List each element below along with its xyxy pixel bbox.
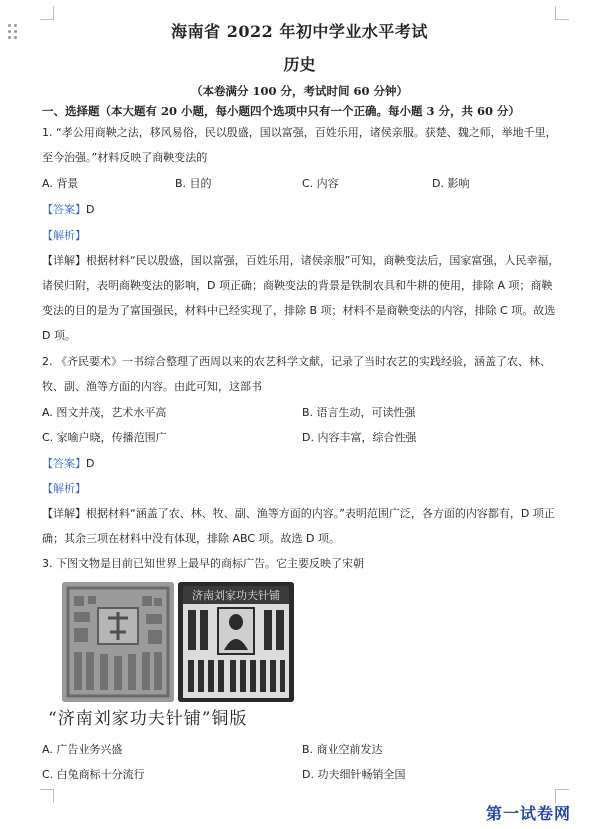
q1-option-c: C. 内容 [302,177,339,190]
analysis-label: 【解析】 [42,482,86,495]
q2-detail-line: 【详解】根据材料“涵盖了农、林、牧、副、渔等方面的内容。”表明范围广泛，各方面的内容都有，D 项正 [42,507,555,520]
q3-stem: 3. 下图文物是目前已知世界上最早的商标广告。它主要反映了宋朝 [42,557,364,570]
q2-answer-value: D [86,457,95,470]
q2-detail-line: 确；其余三项在材料中没有体现，排除 ABC 项。故选 D 项。 [42,532,341,545]
answer-label: 【答案】 [42,457,86,470]
exam-subject: 历史 [283,55,316,74]
q2-answer [42,457,94,471]
q1-stem-line: 至今治强。”材料反映了商鞅变法的 [42,151,208,164]
q2-option-d: D. 内容丰富，综合性强 [302,431,417,444]
section-heading: 一、选择题（本大题有 20 小题，每小题四个选项中只有一个正确。每小题 3 分，共 60 分） [42,104,521,118]
q1-answer-value: D [86,203,95,216]
q2-option-b: B. 语言生动，可读性强 [302,406,416,419]
q2-option-c: C. 家喻户晓，传播范围广 [42,431,167,444]
answer-label: 【答案】 [42,203,86,216]
q1-stem-line: 1. “孝公用商鞅之法，移风易俗，民以殷盛，国以富强，百姓乐用，诸侯亲服。获楚、魏之师，举地千里， [42,126,557,139]
q2-option-a: A. 图文并茂，艺术水平高 [42,406,167,419]
bronze-plate-rubbing-image [62,582,174,702]
analysis-label: 【解析】 [42,229,86,242]
q2-stem-line: 牧、副、渔等方面的内容。由此可知，这部书 [42,380,262,393]
q1-detail-line: 【详解】根据材料“民以殷盛，国以富强，百姓乐用，诸侯亲服”可知，商鞅变法后，国家富强，人民幸福， [42,254,560,267]
exam-info: （本卷满分 100 分，考试时间 60 分钟） [190,84,409,98]
site-watermark: 第一试卷网 [486,804,572,823]
q3-option-c: C. 白兔商标十分流行 [42,768,145,781]
plate-title: 济南刘家功夫针铺 [192,589,280,602]
bronze-plate-print-image [178,582,294,702]
page-corner-mark [40,789,54,803]
image-caption: “济南刘家功夫针铺”铜版 [48,709,248,729]
q1-detail-line: 变法的目的是为了富国强民，材料中已经实现了，排除 B 项；材料不是商鞅变法的内容，排除 C 项。故选 [42,304,556,317]
exam-title: 海南省 2022 年初中学业水平考试 [171,22,428,41]
q1-detail-line: 诸侯归附，表明商鞅变法的影响，D 项正确；商鞅变法的背景是铁制农具和牛耕的使用，排除 A 项；商鞅 [42,279,553,292]
page-corner-mark [40,6,54,20]
q3-option-a: A. 广告业务兴盛 [42,743,123,756]
q3-option-d: D. 功夫细针畅销全国 [302,768,406,781]
q1-answer [42,203,94,217]
q1-detail-line: D 项。 [42,329,76,342]
q1-option-a: A. 背景 [42,177,79,190]
page-corner-mark [555,6,569,20]
q1-option-b: B. 目的 [175,177,212,190]
q2-stem-line: 2. 《齐民要术》一书综合整理了西周以来的农艺科学文献，记录了当时农艺的实践经验，涵盖了农、林、 [42,355,551,368]
q1-option-d: D. 影响 [432,177,470,190]
q2-analysis-label [42,482,86,496]
q1-analysis-label [42,229,86,243]
q3-option-b: B. 商业空前发达 [302,743,383,756]
